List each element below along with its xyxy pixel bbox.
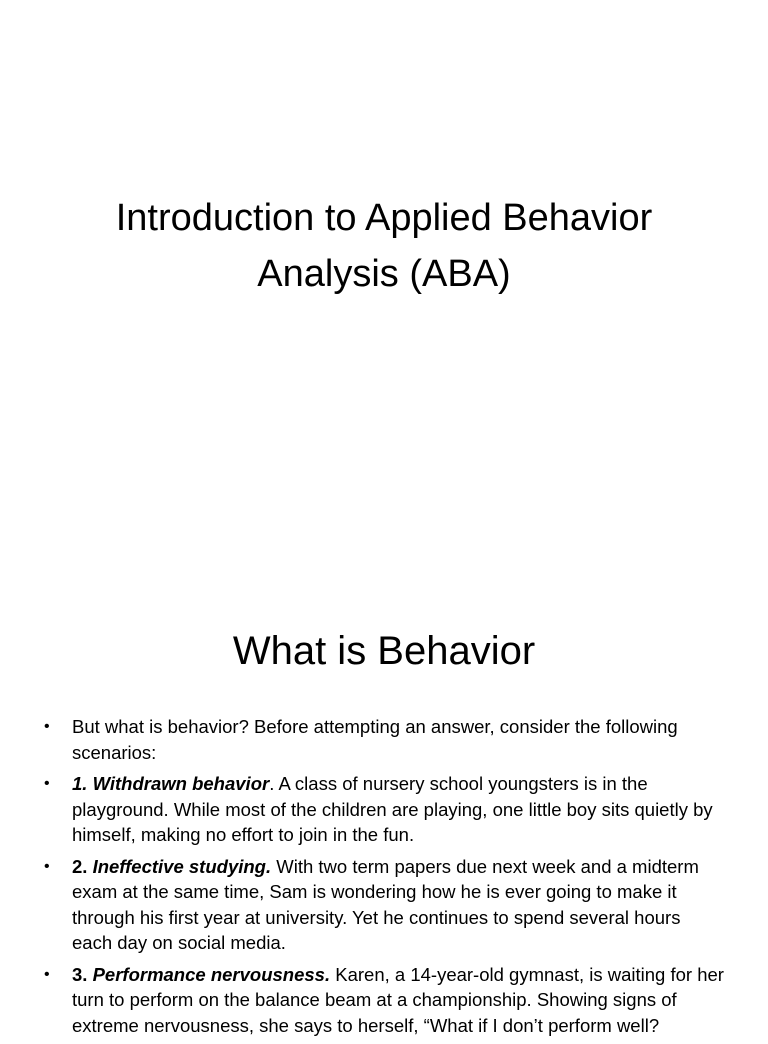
list-item: [44, 962, 724, 1039]
bullet-term: Ineffective studying.: [92, 855, 272, 877]
bullet-text: With two term papers due next week and a midterm exam at the same time, Sam is wondering how he is ever going to make it through his first year at university. Yet he continues to spend several hours each day on social media.: [72, 855, 699, 953]
bullet-text: . A class of nursery school youngsters is in the playground. While most of the children are playing, one little boy sits quietly by himself, making no effort to join in the fun.: [72, 773, 713, 845]
title-line-2: Analysis (ABA): [257, 253, 511, 295]
bullet-dot-icon: •: [44, 965, 50, 983]
bullet-dot-icon: •: [44, 857, 50, 875]
list-item: [44, 771, 724, 848]
bullet-dot-icon: •: [44, 775, 50, 792]
bullet-text: Karen, a 14-year-old gymnast, is waiting for her turn to perform on the balance beam at a championship. Showing signs of extreme nervousness, she says to herself, “What if I don’t perform well?: [72, 963, 724, 1036]
bullet-text: But what is behavior? Before attempting an answer, consider the following scenarios:: [72, 716, 678, 763]
bullet-term: 1. Withdrawn behavior: [72, 773, 270, 794]
slide-what-is-behavior: [0, 576, 768, 1036]
title-line-1: Introduction to Applied Behavior: [115, 197, 653, 239]
bullet-prefix: 3.: [72, 963, 93, 985]
bullet-list: [44, 714, 724, 1044]
list-item: [44, 714, 724, 765]
bullet-term: Performance nervousness.: [92, 963, 331, 985]
bullet-dot-icon: •: [44, 718, 50, 735]
slide-2-title: What is Behavior: [232, 629, 536, 673]
list-item: [44, 854, 724, 956]
slide-1-title: [40, 190, 728, 302]
bullet-prefix: 2.: [72, 855, 93, 877]
